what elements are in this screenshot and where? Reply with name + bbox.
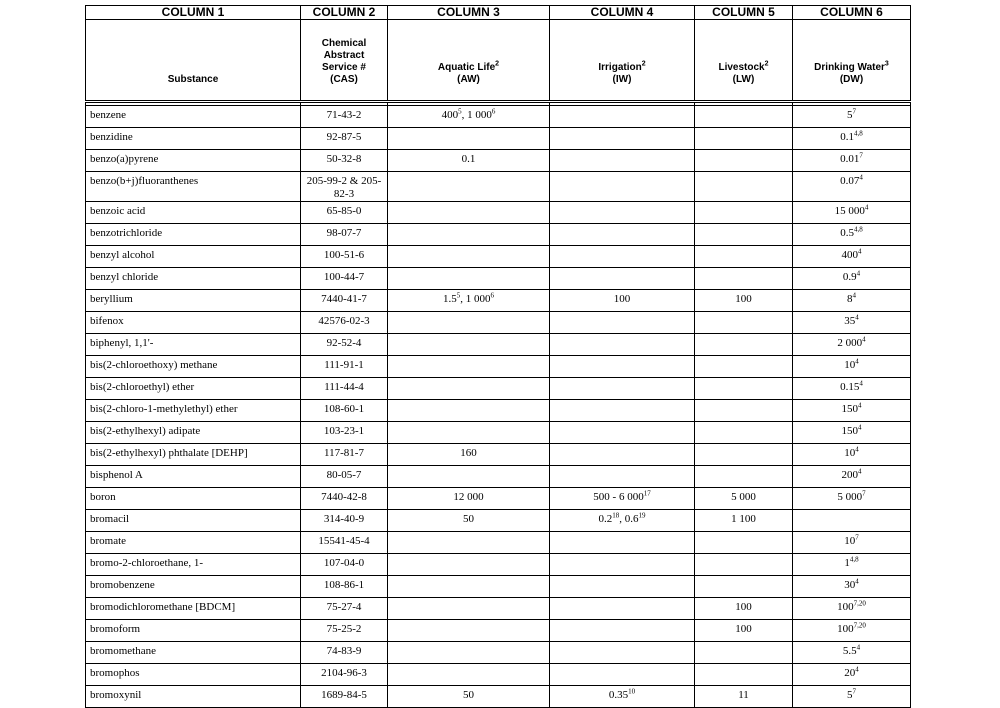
table-row [86,444,911,466]
aquatic-life-cell [388,128,550,150]
cas-cell: 42576-02-3 [301,312,388,334]
cas-cell: 100-51-6 [301,246,388,268]
irrigation-cell [550,554,695,576]
cas-cell: 75-27-4 [301,598,388,620]
column-header-line: Irrigation [598,62,642,73]
column-header-line: Livestock [718,62,765,73]
column-number-4: COLUMN 4 [550,6,695,20]
table-row [86,576,911,598]
livestock-cell [695,246,793,268]
cas-cell: 108-86-1 [301,576,388,598]
table-row [86,150,911,172]
drinking-water-cell: 0.1$^{4,8}$ [793,128,911,150]
drinking-water-cell: $10^4$ [793,444,911,466]
drinking-water-cell: $10^7$ [793,532,911,554]
livestock-cell: 100 [695,598,793,620]
substance-cell: bromacil [86,510,301,532]
table-row [86,334,911,356]
livestock-cell [695,466,793,488]
table-row [86,106,911,128]
livestock-cell [695,400,793,422]
table-row [86,532,911,554]
substance-cell: bis(2-ethylhexyl) phthalate [DEHP] [86,444,301,466]
livestock-cell: 5 000 [695,488,793,510]
aquatic-life-cell [388,202,550,224]
drinking-water-cell: 15 $000^4$ [793,202,911,224]
cas-cell: 108-60-1 [301,400,388,422]
drinking-water-cell: 1$^{4,8}$ [793,554,911,576]
substance-cell: bis(2-ethylhexyl) adipate [86,422,301,444]
table-row [86,356,911,378]
column-header-line: Drinking Water [814,62,885,73]
drinking-water-cell: $5^7$ [793,106,911,128]
livestock-cell [695,356,793,378]
aquatic-life-cell [388,466,550,488]
irrigation-cell: 100 [550,290,695,312]
livestock-cell [695,172,793,202]
livestock-cell [695,312,793,334]
cas-cell: 98-07-7 [301,224,388,246]
drinking-water-cell: $10^4$ [793,356,911,378]
table-row [86,268,911,290]
irrigation-cell [550,128,695,150]
aquatic-life-cell [388,400,550,422]
table-row [86,224,911,246]
aquatic-life-cell [388,334,550,356]
irrigation-cell [550,106,695,128]
column-number-3: COLUMN 3 [388,6,550,20]
livestock-cell [695,224,793,246]
table-row [86,598,911,620]
table-row [86,554,911,576]
substance-cell: benzo(b+j)fluoranthenes [86,172,301,202]
irrigation-cell [550,598,695,620]
cas-cell: 75-25-2 [301,620,388,642]
column-header-cas [301,20,388,102]
irrigation-cell [550,664,695,686]
drinking-water-cell: 0.5$^{4,8}$ [793,224,911,246]
livestock-cell: 100 [695,620,793,642]
aquatic-life-cell [388,312,550,334]
livestock-cell [695,554,793,576]
aquatic-life-cell: 160 [388,444,550,466]
cas-cell: 15541-45-4 [301,532,388,554]
column-number-1: COLUMN 1 [86,6,301,20]
livestock-cell [695,202,793,224]
cas-cell: 1689-84-5 [301,686,388,708]
cas-cell: 80-05-7 [301,466,388,488]
drinking-water-cell [793,510,911,532]
drinking-water-cell: $5^7$ [793,686,911,708]
irrigation-cell [550,444,695,466]
column-number-5: COLUMN 5 [695,6,793,20]
drinking-water-cell: 0.07$^4$ [793,172,911,202]
irrigation-cell [550,150,695,172]
substance-cell: bisphenol A [86,466,301,488]
substance-cell: bromodichloromethane [BDCM] [86,598,301,620]
drinking-water-cell: 2 $000^4$ [793,334,911,356]
table-row [86,400,911,422]
cas-cell: 314-40-9 [301,510,388,532]
livestock-cell [695,378,793,400]
cas-cell: 111-91-1 [301,356,388,378]
irrigation-cell [550,466,695,488]
livestock-cell [695,268,793,290]
irrigation-cell [550,422,695,444]
substance-cell: bromophos [86,664,301,686]
column-header-line: Substance [167,74,219,85]
drinking-water-cell: $20^4$ [793,664,911,686]
irrigation-cell [550,356,695,378]
cas-cell: 205-99-2 & 205-82-3 [301,172,388,202]
irrigation-cell [550,620,695,642]
irrigation-cell [550,268,695,290]
drinking-water-cell: $5.5^4$ [793,642,911,664]
drinking-water-cell: $35^4$ [793,312,911,334]
livestock-cell: 11 [695,686,793,708]
water-quality-standards-table [85,5,911,708]
aquatic-life-cell [388,268,550,290]
drinking-water-cell: $0.9^4$ [793,268,911,290]
table-row [86,422,911,444]
table-row [86,312,911,334]
drinking-water-cell: $8^4$ [793,290,911,312]
aquatic-life-cell [388,576,550,598]
substance-cell: benzidine [86,128,301,150]
livestock-cell [695,444,793,466]
substance-cell: bromomethane [86,642,301,664]
table-row [86,246,911,268]
aquatic-life-cell [388,422,550,444]
irrigation-cell [550,642,695,664]
irrigation-cell [550,576,695,598]
aquatic-life-cell: 12 000 [388,488,550,510]
column-header-substance [86,20,301,102]
livestock-cell [695,422,793,444]
substance-cell: benzo(a)pyrene [86,150,301,172]
table-body [86,106,911,708]
substance-cell: benzene [86,106,301,128]
drinking-water-cell: $150^4$ [793,400,911,422]
substance-cell: beryllium [86,290,301,312]
irrigation-cell [550,172,695,202]
cas-cell: 92-52-4 [301,334,388,356]
column-header-livestock: Livestock$^2$ (LW) [695,20,793,102]
irrigation-cell: 0.35$^{10}$ [550,686,695,708]
livestock-cell [695,642,793,664]
livestock-cell: 1 100 [695,510,793,532]
substance-cell: boron [86,488,301,510]
column-header-irrigation: Irrigation$^2$ (IW) [550,20,695,102]
irrigation-cell: 500 - 6 $000^{17}$ [550,488,695,510]
column-header-drinking-water: Drinking Water$^3$ (DW) [793,20,911,102]
livestock-cell [695,106,793,128]
aquatic-life-cell [388,664,550,686]
table-row [86,510,911,532]
aquatic-life-cell [388,356,550,378]
irrigation-cell [550,532,695,554]
column-header-line: (AW) [457,74,480,85]
livestock-cell [695,532,793,554]
table-row [86,290,911,312]
cas-cell: 50-32-8 [301,150,388,172]
livestock-cell [695,150,793,172]
substance-cell: benzoic acid [86,202,301,224]
aquatic-life-cell: 0.1 [388,150,550,172]
irrigation-cell [550,312,695,334]
substance-cell: benzyl alcohol [86,246,301,268]
table-row [86,664,911,686]
column-header-line: Chemical [321,38,367,49]
substance-cell: bifenox [86,312,301,334]
irrigation-cell [550,334,695,356]
drinking-water-cell: 0.15$^4$ [793,378,911,400]
substance-cell: benzyl chloride [86,268,301,290]
livestock-cell [695,128,793,150]
aquatic-life-cell [388,172,550,202]
column-number-2: COLUMN 2 [301,6,388,20]
column-header-row [86,20,911,102]
table-header [86,6,911,106]
cas-cell: 100-44-7 [301,268,388,290]
livestock-cell [695,664,793,686]
table-row [86,620,911,642]
table-row [86,686,911,708]
column-header-aquatic-life: Aquatic Life$^2$ (AW) [388,20,550,102]
column-number-row [86,6,911,20]
aquatic-life-cell [388,554,550,576]
table-row [86,172,911,202]
substance-cell: bis(2-chloroethoxy) methane [86,356,301,378]
substance-cell: benzotrichloride [86,224,301,246]
aquatic-life-cell: $400^5$, 1 $000^6$ [388,106,550,128]
table-row [86,128,911,150]
cas-cell: 7440-42-8 [301,488,388,510]
aquatic-life-cell [388,378,550,400]
table-row [86,202,911,224]
irrigation-cell [550,246,695,268]
cas-cell: 2104-96-3 [301,664,388,686]
table-row [86,378,911,400]
aquatic-life-cell [388,246,550,268]
column-header-line: Service # [322,62,366,73]
substance-cell: bis(2-chloro-1-methylethyl) ether [86,400,301,422]
substance-cell: bromobenzene [86,576,301,598]
irrigation-cell: $0.2^{18}$, $0.6^{19}$ [550,510,695,532]
substance-cell: bromo-2-chloroethane, 1- [86,554,301,576]
column-header-line: (IW) [612,74,632,85]
drinking-water-cell: $30^4$ [793,576,911,598]
substance-cell: bis(2-chloroethyl) ether [86,378,301,400]
column-header-line: Aquatic Life [437,62,496,73]
drinking-water-cell: $150^4$ [793,422,911,444]
livestock-cell [695,334,793,356]
cas-cell: 107-04-0 [301,554,388,576]
substance-cell: bromoform [86,620,301,642]
irrigation-cell [550,400,695,422]
drinking-water-cell: 0.01$^7$ [793,150,911,172]
drinking-water-cell: 100$^{7,20}$ [793,598,911,620]
column-number-6: COLUMN 6 [793,6,911,20]
cas-cell: 117-81-7 [301,444,388,466]
substance-cell: biphenyl, 1,1'- [86,334,301,356]
cas-cell: 111-44-4 [301,378,388,400]
irrigation-cell [550,202,695,224]
livestock-cell: 100 [695,290,793,312]
cas-cell: 71-43-2 [301,106,388,128]
aquatic-life-cell [388,598,550,620]
cas-cell: 103-23-1 [301,422,388,444]
aquatic-life-cell [388,620,550,642]
substance-cell: bromate [86,532,301,554]
column-header-line: (CAS) [330,74,358,85]
cas-cell: 7440-41-7 [301,290,388,312]
cas-cell: 65-85-0 [301,202,388,224]
aquatic-life-cell: 50 [388,686,550,708]
table-row [86,488,911,510]
aquatic-life-cell [388,642,550,664]
irrigation-cell [550,378,695,400]
table-row [86,466,911,488]
aquatic-life-cell [388,532,550,554]
drinking-water-cell: 5 $000^7$ [793,488,911,510]
substance-cell: bromoxynil [86,686,301,708]
aquatic-life-cell: $1.5^5$, 1 $000^6$ [388,290,550,312]
table-row [86,642,911,664]
drinking-water-cell: $200^4$ [793,466,911,488]
aquatic-life-cell [388,224,550,246]
cas-cell: 74-83-9 [301,642,388,664]
column-header-line: (DW) [839,74,864,85]
irrigation-cell [550,224,695,246]
drinking-water-cell: $400^4$ [793,246,911,268]
column-header-line: (LW) [732,74,755,85]
livestock-cell [695,576,793,598]
column-header-line: Abstract [323,50,365,61]
drinking-water-cell: 100$^{7,20}$ [793,620,911,642]
cas-cell: 92-87-5 [301,128,388,150]
aquatic-life-cell: 50 [388,510,550,532]
